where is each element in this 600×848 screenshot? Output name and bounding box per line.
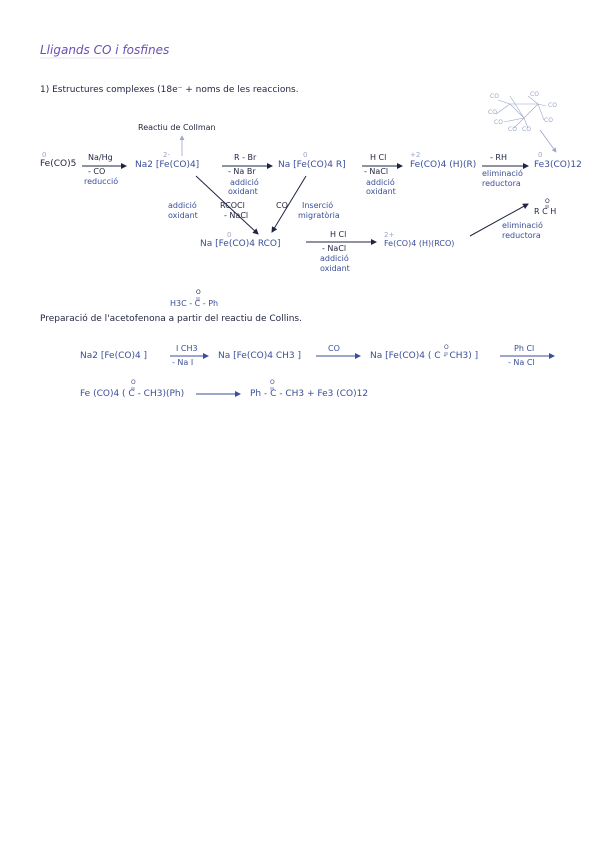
arrow3-reagent: H Cl bbox=[370, 153, 387, 162]
cluster-co: CO bbox=[494, 119, 503, 126]
step-reagent: Ph Cl bbox=[514, 344, 535, 353]
arrow8-name: eliminació bbox=[502, 221, 543, 230]
arrow3-name: addició bbox=[366, 178, 395, 187]
arrow5-name: oxidant bbox=[168, 211, 198, 220]
cluster-co: CO bbox=[490, 93, 499, 100]
arrow-aldehyde-elimination bbox=[470, 204, 528, 236]
arrow7-reagent: H Cl bbox=[330, 230, 347, 239]
ox-state: 0 bbox=[303, 151, 308, 159]
arrow5-name: addició bbox=[168, 201, 197, 210]
species-fe-co4-h-rco: Fe(CO)4 (H)(RCO) bbox=[384, 239, 455, 248]
ox-state: +2 bbox=[410, 151, 421, 159]
aldehyde-oxygen: O bbox=[545, 198, 550, 205]
step-species: Na [Fe(CO)4 CH3 ] bbox=[218, 351, 301, 361]
acetophenone-structure: H3C - C - Ph bbox=[170, 299, 219, 308]
arrow-co-insertion bbox=[272, 176, 306, 232]
arrow5-byproduct: - NaCl bbox=[224, 211, 249, 220]
carbonyl-oxygen: O bbox=[444, 344, 449, 351]
arrow6-name: migratòria bbox=[298, 211, 340, 220]
step-species: Ph - C - CH3 + Fe3 (CO)12 bbox=[250, 389, 369, 399]
arrow2-reagent: R - Br bbox=[234, 153, 257, 162]
aldehyde-product: R C H bbox=[534, 207, 557, 216]
species-na-fe-co4-rco: Na [Fe(CO)4 RCO] bbox=[200, 239, 281, 249]
arrow7-name: oxidant bbox=[320, 264, 350, 273]
species-fe3-co12: Fe3(CO)12 bbox=[534, 160, 582, 170]
arrow4-name: reductora bbox=[482, 179, 521, 188]
arrow6-reagent: CO bbox=[276, 201, 288, 210]
section2-heading: Preparació de l'acetofenona a partir del reactiu de Collins. bbox=[40, 314, 302, 324]
arrow7-name: addició bbox=[320, 254, 349, 263]
step-byproduct: - Na Cl bbox=[508, 358, 535, 367]
step-species: Na [Fe(CO)4 ( C - CH3) ] bbox=[370, 351, 479, 361]
step-reagent: CO bbox=[328, 344, 340, 353]
arrow6-name: Inserció bbox=[302, 201, 334, 210]
arrow1-name: reducció bbox=[84, 177, 119, 186]
cluster-co: CO bbox=[530, 91, 539, 98]
ox-state: 0 bbox=[42, 151, 47, 159]
cluster-co: CO bbox=[488, 109, 497, 116]
step-species: Fe (CO)4 ( C - CH3)(Ph) bbox=[80, 389, 185, 399]
carbonyl-oxygen: O bbox=[131, 379, 136, 386]
arrow2-byproduct: - Na Br bbox=[228, 167, 256, 176]
arrow4-name: eliminació bbox=[482, 169, 523, 178]
step-species: Na2 [Fe(CO)4 ] bbox=[80, 351, 148, 361]
ox-state: 0 bbox=[227, 231, 232, 239]
ox-state: 2- bbox=[163, 151, 170, 159]
species-na-fe-co4-r: Na [Fe(CO)4 R] bbox=[278, 160, 346, 170]
arrow1-reagent: Na/Hg bbox=[88, 153, 113, 162]
arrow2-name: addició bbox=[230, 178, 259, 187]
step-reagent: I CH3 bbox=[176, 344, 198, 353]
species-na2-fe-co4: Na2 [Fe(CO)4] bbox=[135, 160, 200, 170]
arrow4-byproduct: - RH bbox=[490, 153, 508, 162]
section1-heading: 1) Estructures complexes (18e⁻ + noms de les reaccions. bbox=[40, 85, 299, 95]
arrow7-byproduct: - NaCl bbox=[322, 244, 347, 253]
arrow-rcocl-addition bbox=[196, 176, 258, 234]
collman-reagent-label: Reactiu de Collman bbox=[138, 123, 216, 132]
fe3-co12-cluster-sketch bbox=[496, 96, 546, 128]
arrow1-byproduct: - CO bbox=[88, 167, 106, 176]
arrow2-name: oxidant bbox=[228, 187, 258, 196]
ox-state: 0 bbox=[538, 151, 543, 159]
carbonyl-oxygen: O bbox=[196, 289, 201, 296]
cluster-co: CO bbox=[548, 102, 557, 109]
arrow8-name: reductora bbox=[502, 231, 541, 240]
cluster-co: CO bbox=[508, 126, 517, 133]
species-fe-co5: Fe(CO)5 bbox=[40, 159, 77, 169]
species-fe-co4-h-r: Fe(CO)4 (H)(R) bbox=[410, 160, 477, 170]
cluster-co: CO bbox=[522, 126, 531, 133]
page-title: Lligands CO i fosfines bbox=[40, 43, 170, 57]
cluster-co: CO bbox=[544, 117, 553, 124]
carbonyl-oxygen: O bbox=[270, 379, 275, 386]
arrow3-name: oxidant bbox=[366, 187, 396, 196]
ox-state: 2+ bbox=[384, 231, 395, 239]
step-byproduct: - Na I bbox=[172, 358, 194, 367]
arrow5-reagent: RCOCl bbox=[220, 201, 245, 210]
arrow3-byproduct: - NaCl bbox=[364, 167, 389, 176]
arrow-cluster-pointer bbox=[540, 130, 556, 152]
